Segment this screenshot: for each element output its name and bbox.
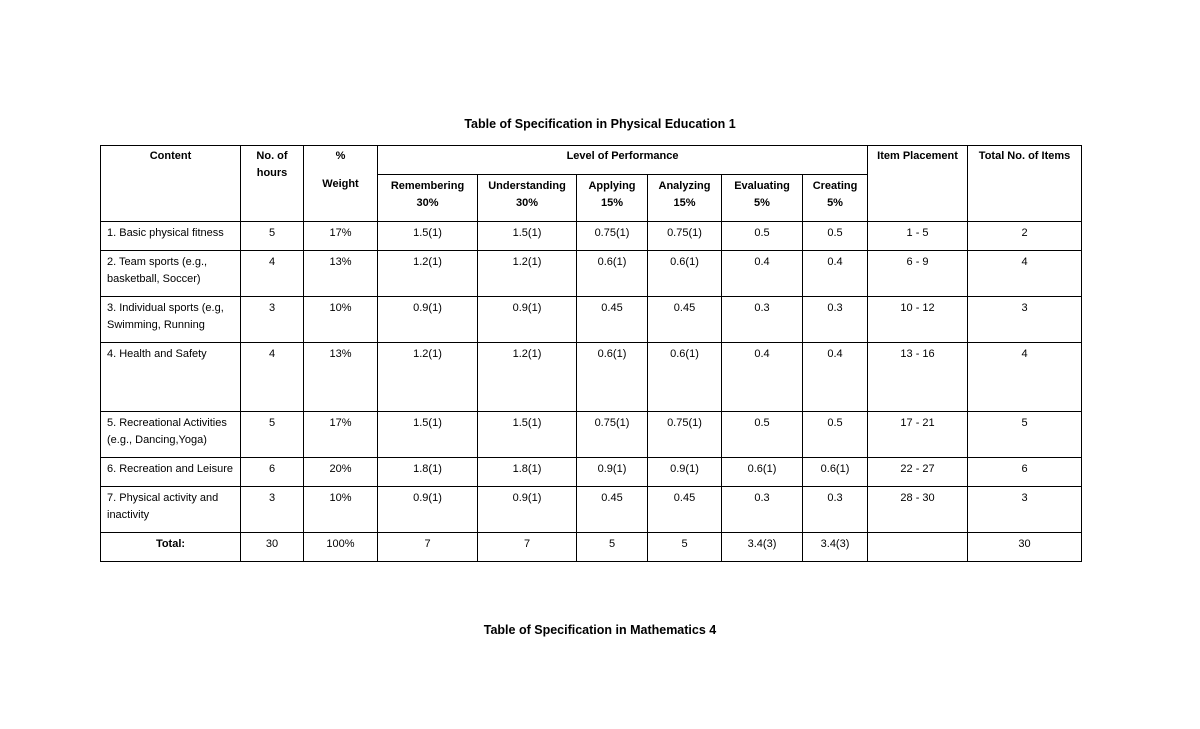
analyzing-cell: 0.75(1): [648, 412, 722, 458]
total-analyzing-cell: 5: [648, 533, 722, 562]
total-remembering-cell: 7: [378, 533, 478, 562]
creating-cell: 0.4: [803, 251, 868, 297]
creating-cell: 0.5: [803, 222, 868, 251]
content-cell: 6. Recreation and Leisure: [101, 458, 241, 487]
table-row: [101, 297, 1082, 343]
weight-cell: 10%: [304, 487, 378, 533]
level-name: Applying: [588, 180, 636, 192]
evaluating-cell: 0.3: [722, 297, 803, 343]
understanding-cell: 1.8(1): [478, 458, 577, 487]
creating-cell: 0.4: [803, 343, 868, 412]
specification-table: [100, 145, 1082, 562]
evaluating-cell: 0.6(1): [722, 458, 803, 487]
level-name: Creating: [812, 180, 858, 192]
table-row: [101, 343, 1082, 412]
level-name: Evaluating: [734, 180, 790, 192]
total-total-items-cell: 30: [968, 533, 1082, 562]
analyzing-cell: 0.45: [648, 487, 722, 533]
header-item-placement: Item Placement: [868, 146, 968, 222]
header-content: Content: [101, 146, 241, 222]
creating-cell: 0.3: [803, 487, 868, 533]
total-applying-cell: 5: [577, 533, 648, 562]
evaluating-cell: 0.5: [722, 412, 803, 458]
weight-symbol: %: [335, 150, 346, 162]
total-items-cell: 5: [968, 412, 1082, 458]
weight-cell: 13%: [304, 251, 378, 297]
evaluating-cell: 0.5: [722, 222, 803, 251]
level-percent: 15%: [600, 197, 624, 209]
weight-cell: 10%: [304, 297, 378, 343]
hours-cell: 6: [241, 458, 304, 487]
total-items-cell: 2: [968, 222, 1082, 251]
header-weight: [304, 146, 378, 222]
applying-cell: 0.75(1): [577, 222, 648, 251]
weight-cell: 17%: [304, 222, 378, 251]
analyzing-cell: 0.45: [648, 297, 722, 343]
total-understanding-cell: 7: [478, 533, 577, 562]
total-items-cell: 4: [968, 251, 1082, 297]
level-name: Understanding: [488, 180, 566, 192]
level-name: Remembering: [390, 180, 465, 192]
content-cell: 2. Team sports (e.g., basketball, Soccer): [101, 251, 241, 297]
content-cell: 7. Physical activity and inactivity: [101, 487, 241, 533]
header-level-understanding: [478, 175, 577, 222]
placement-cell: 1 - 5: [868, 222, 968, 251]
weight-label: Weight: [322, 178, 359, 190]
evaluating-cell: 0.3: [722, 487, 803, 533]
remembering-cell: 1.8(1): [378, 458, 478, 487]
understanding-cell: 1.5(1): [478, 412, 577, 458]
understanding-cell: 1.2(1): [478, 343, 577, 412]
total-items-cell: 3: [968, 297, 1082, 343]
header-level-creating: [803, 175, 868, 222]
level-name: Analyzing: [658, 180, 711, 192]
hours-cell: 5: [241, 222, 304, 251]
content-cell: 5. Recreational Activities (e.g., Dancing,Yoga): [101, 412, 241, 458]
level-percent: 5%: [827, 197, 843, 209]
level-percent: 5%: [754, 197, 770, 209]
level-percent: 30%: [515, 197, 539, 209]
total-placement-cell: [868, 533, 968, 562]
evaluating-cell: 0.4: [722, 251, 803, 297]
analyzing-cell: 0.9(1): [648, 458, 722, 487]
evaluating-cell: 0.4: [722, 343, 803, 412]
hours-cell: 3: [241, 297, 304, 343]
total-items-cell: 4: [968, 343, 1082, 412]
table-row: [101, 251, 1082, 297]
understanding-cell: 1.5(1): [478, 222, 577, 251]
analyzing-cell: 0.6(1): [648, 343, 722, 412]
placement-cell: 13 - 16: [868, 343, 968, 412]
hours-cell: 5: [241, 412, 304, 458]
header-level-applying: [577, 175, 648, 222]
hours-cell: 4: [241, 251, 304, 297]
math-table-title: Table of Specification in Mathematics 4: [483, 623, 717, 637]
understanding-cell: 0.9(1): [478, 487, 577, 533]
total-evaluating-cell: 3.4(3): [722, 533, 803, 562]
applying-cell: 0.45: [577, 487, 648, 533]
applying-cell: 0.45: [577, 297, 648, 343]
hours-cell: 3: [241, 487, 304, 533]
applying-cell: 0.6(1): [577, 251, 648, 297]
understanding-cell: 1.2(1): [478, 251, 577, 297]
analyzing-cell: 0.6(1): [648, 251, 722, 297]
content-cell: 1. Basic physical fitness: [101, 222, 241, 251]
remembering-cell: 1.5(1): [378, 222, 478, 251]
table-row: [101, 458, 1082, 487]
header-total-items: Total No. of Items: [968, 146, 1082, 222]
header-level-analyzing: [648, 175, 722, 222]
level-percent: 15%: [673, 197, 696, 209]
remembering-cell: 1.5(1): [378, 412, 478, 458]
table-row: [101, 487, 1082, 533]
pe-table-title: Table of Specification in Physical Education 1: [464, 117, 736, 131]
understanding-cell: 0.9(1): [478, 297, 577, 343]
header-level-evaluating: [722, 175, 803, 222]
placement-cell: 6 - 9: [868, 251, 968, 297]
content-cell: 3. Individual sports (e.g, Swimming, Running: [101, 297, 241, 343]
table-row: [101, 222, 1082, 251]
header-hours: No. of hours: [241, 146, 304, 222]
remembering-cell: 0.9(1): [378, 297, 478, 343]
total-label: Total:: [101, 533, 241, 562]
total-hours-cell: 30: [241, 533, 304, 562]
hours-cell: 4: [241, 343, 304, 412]
level-percent: 30%: [416, 197, 439, 209]
creating-cell: 0.6(1): [803, 458, 868, 487]
total-items-cell: 3: [968, 487, 1082, 533]
header-level-remembering: [378, 175, 478, 222]
weight-cell: 20%: [304, 458, 378, 487]
placement-cell: 10 - 12: [868, 297, 968, 343]
analyzing-cell: 0.75(1): [648, 222, 722, 251]
content-cell: 4. Health and Safety: [101, 343, 241, 412]
applying-cell: 0.9(1): [577, 458, 648, 487]
weight-cell: 17%: [304, 412, 378, 458]
total-creating-cell: 3.4(3): [803, 533, 868, 562]
applying-cell: 0.6(1): [577, 343, 648, 412]
remembering-cell: 1.2(1): [378, 251, 478, 297]
placement-cell: 17 - 21: [868, 412, 968, 458]
total-weight-cell: 100%: [304, 533, 378, 562]
table-row: [101, 412, 1082, 458]
creating-cell: 0.5: [803, 412, 868, 458]
placement-cell: 22 - 27: [868, 458, 968, 487]
total-items-cell: 6: [968, 458, 1082, 487]
totals-row: [101, 533, 1082, 562]
creating-cell: 0.3: [803, 297, 868, 343]
remembering-cell: 1.2(1): [378, 343, 478, 412]
remembering-cell: 0.9(1): [378, 487, 478, 533]
placement-cell: 28 - 30: [868, 487, 968, 533]
applying-cell: 0.75(1): [577, 412, 648, 458]
header-level-of-performance: Level of Performance: [378, 146, 868, 175]
weight-cell: 13%: [304, 343, 378, 412]
